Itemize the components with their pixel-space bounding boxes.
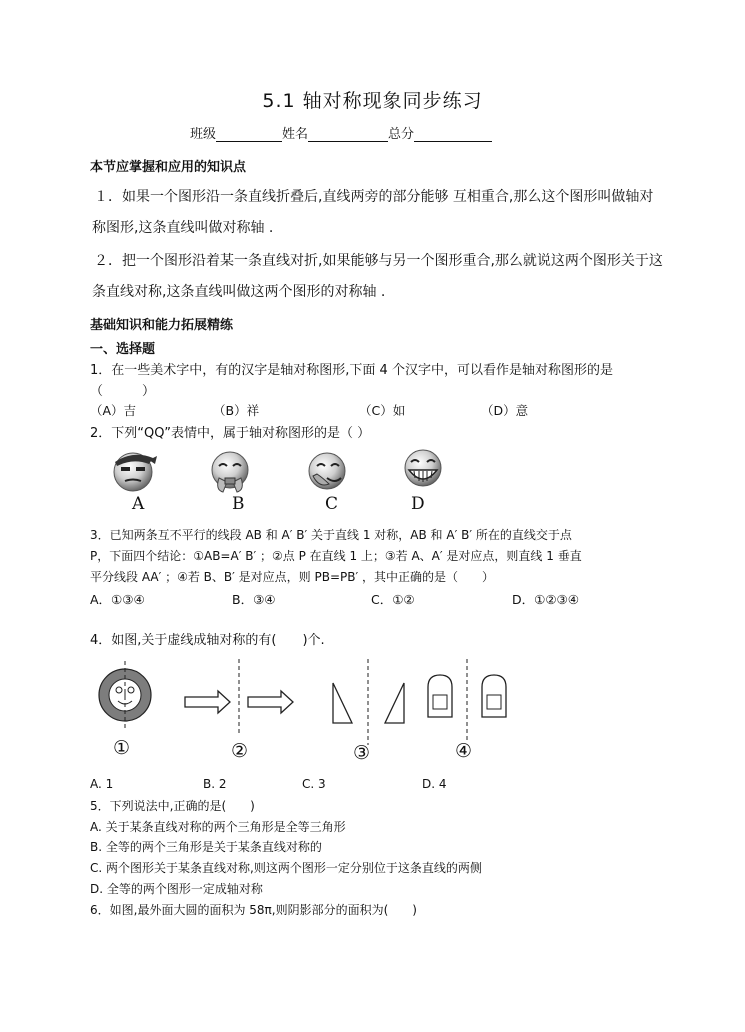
question-3-option-d[interactable]: D．①②③④ [512, 592, 579, 607]
figure-1-face-icon [99, 661, 151, 731]
figure-2-arrows-icon [185, 659, 293, 735]
total-label: 总分 [388, 127, 415, 142]
question-1-option-b[interactable]: （B）祥 [213, 403, 260, 418]
knowledge-point-2-line1: ２．把一个图形沿着某一条直线对折,如果能够与另一个图形重合,那么就说这两个图形关于这 [94, 253, 663, 269]
question-5-text: 5．下列说法中,正确的是( ) [90, 799, 255, 813]
student-info-fields [190, 123, 492, 142]
question-3-line3: 平分线段 AA′ ；④若 B、B′ 是对应点，则 PB=PB′ ，其中正确的是（ ） [90, 570, 495, 584]
emoticon-a-icon [114, 453, 157, 491]
emoticon-b-icon [212, 452, 248, 492]
name-label: 姓名 [282, 127, 309, 142]
emoticon-d-icon [405, 450, 441, 486]
question-6-text: 6．如图,最外面大圆的面积为 58π,则阴影部分的面积为( ) [90, 903, 417, 917]
knowledge-heading: 本节应掌握和应用的知识点 [90, 160, 247, 175]
figure-label-2: ② [231, 740, 249, 762]
knowledge-point-1-line1: １．如果一个图形沿一条直线折叠后,直线两旁的部分能够 互相重合,那么这个图形叫做轴对 [94, 189, 654, 205]
knowledge-point-2-line2: 条直线对称,这条直线叫做这两个图形的对称轴 . [92, 284, 386, 300]
question-3-option-b[interactable]: B．③④ [232, 592, 276, 607]
question-3-line1: 3．已知两条互不平行的线段 AB 和 A′ B′ 关于直线 1 对称，AB 和 A′ B′ 所在的直线交于点 [90, 528, 572, 542]
figure-label-3: ③ [353, 742, 371, 764]
name-blank[interactable] [308, 127, 388, 142]
question-3-option-c[interactable]: C．①② [371, 592, 415, 607]
question-5-option-b[interactable]: B. 全等的两个三角形是关于某条直线对称的 [90, 840, 322, 854]
question-4-option-a[interactable]: A. 1 [90, 777, 114, 791]
emoticon-label-c: C [325, 494, 339, 514]
class-label: 班级 [190, 127, 217, 142]
question-3-option-a[interactable]: A．①③④ [90, 592, 145, 607]
question-1-option-c[interactable]: （C）如 [359, 403, 406, 418]
question-2-text: 2．下列“QQ”表情中，属于轴对称图形的是（ ） [90, 426, 371, 441]
question-4-option-d[interactable]: D. 4 [422, 777, 447, 791]
question-5-option-d[interactable]: D. 全等的两个图形一定成轴对称 [90, 882, 263, 896]
question-4-text: 4．如图,关于虚线成轴对称的有( )个. [90, 633, 325, 648]
emoticon-label-a: A [132, 494, 145, 514]
total-blank[interactable] [414, 127, 492, 142]
figure-label-1: ① [113, 737, 131, 759]
question-5-option-c[interactable]: C. 两个图形关于某条直线对称,则这两个图形一定分别位于这条直线的两侧 [90, 861, 482, 875]
figure-label-4: ④ [455, 740, 473, 762]
emoticon-label-b: B [232, 494, 245, 514]
page-title: 5.1 轴对称现象同步练习 [262, 90, 483, 112]
practice-heading: 基础知识和能力拓展精练 [90, 318, 234, 333]
question-5-option-a[interactable]: A. 关于某条直线对称的两个三角形是全等三角形 [90, 820, 346, 834]
multiple-choice-heading: 一、选择题 [90, 342, 156, 357]
question-1-option-a[interactable]: （A）吉 [90, 403, 137, 418]
figure-3-triangles-icon [333, 659, 404, 745]
question-1-line2: （ ） [90, 384, 156, 399]
knowledge-point-1-line2: 称图形,这条直线叫做对称轴 . [92, 220, 274, 236]
qq-emoticons [105, 448, 465, 498]
figure-4-shapes-icon [428, 659, 506, 743]
question-3-line2: P，下面四个结论：①AB=A′ B′ ；②点 P 在直线 1 上；③若 A、A′ 是对应点，则直线 1 垂直 [90, 549, 582, 563]
emoticon-label-d: D [411, 494, 425, 514]
question-4-option-c[interactable]: C. 3 [302, 777, 326, 791]
question-1-option-d[interactable]: （D）意 [481, 403, 529, 418]
question-4-option-b[interactable]: B. 2 [203, 777, 227, 791]
emoticon-c-icon [309, 453, 345, 489]
class-blank[interactable] [216, 127, 282, 142]
question-1-line1: 1．在一些美术字中，有的汉字是轴对称图形,下面 4 个汉字中，可以看作是轴对称图形的是 [90, 363, 613, 378]
